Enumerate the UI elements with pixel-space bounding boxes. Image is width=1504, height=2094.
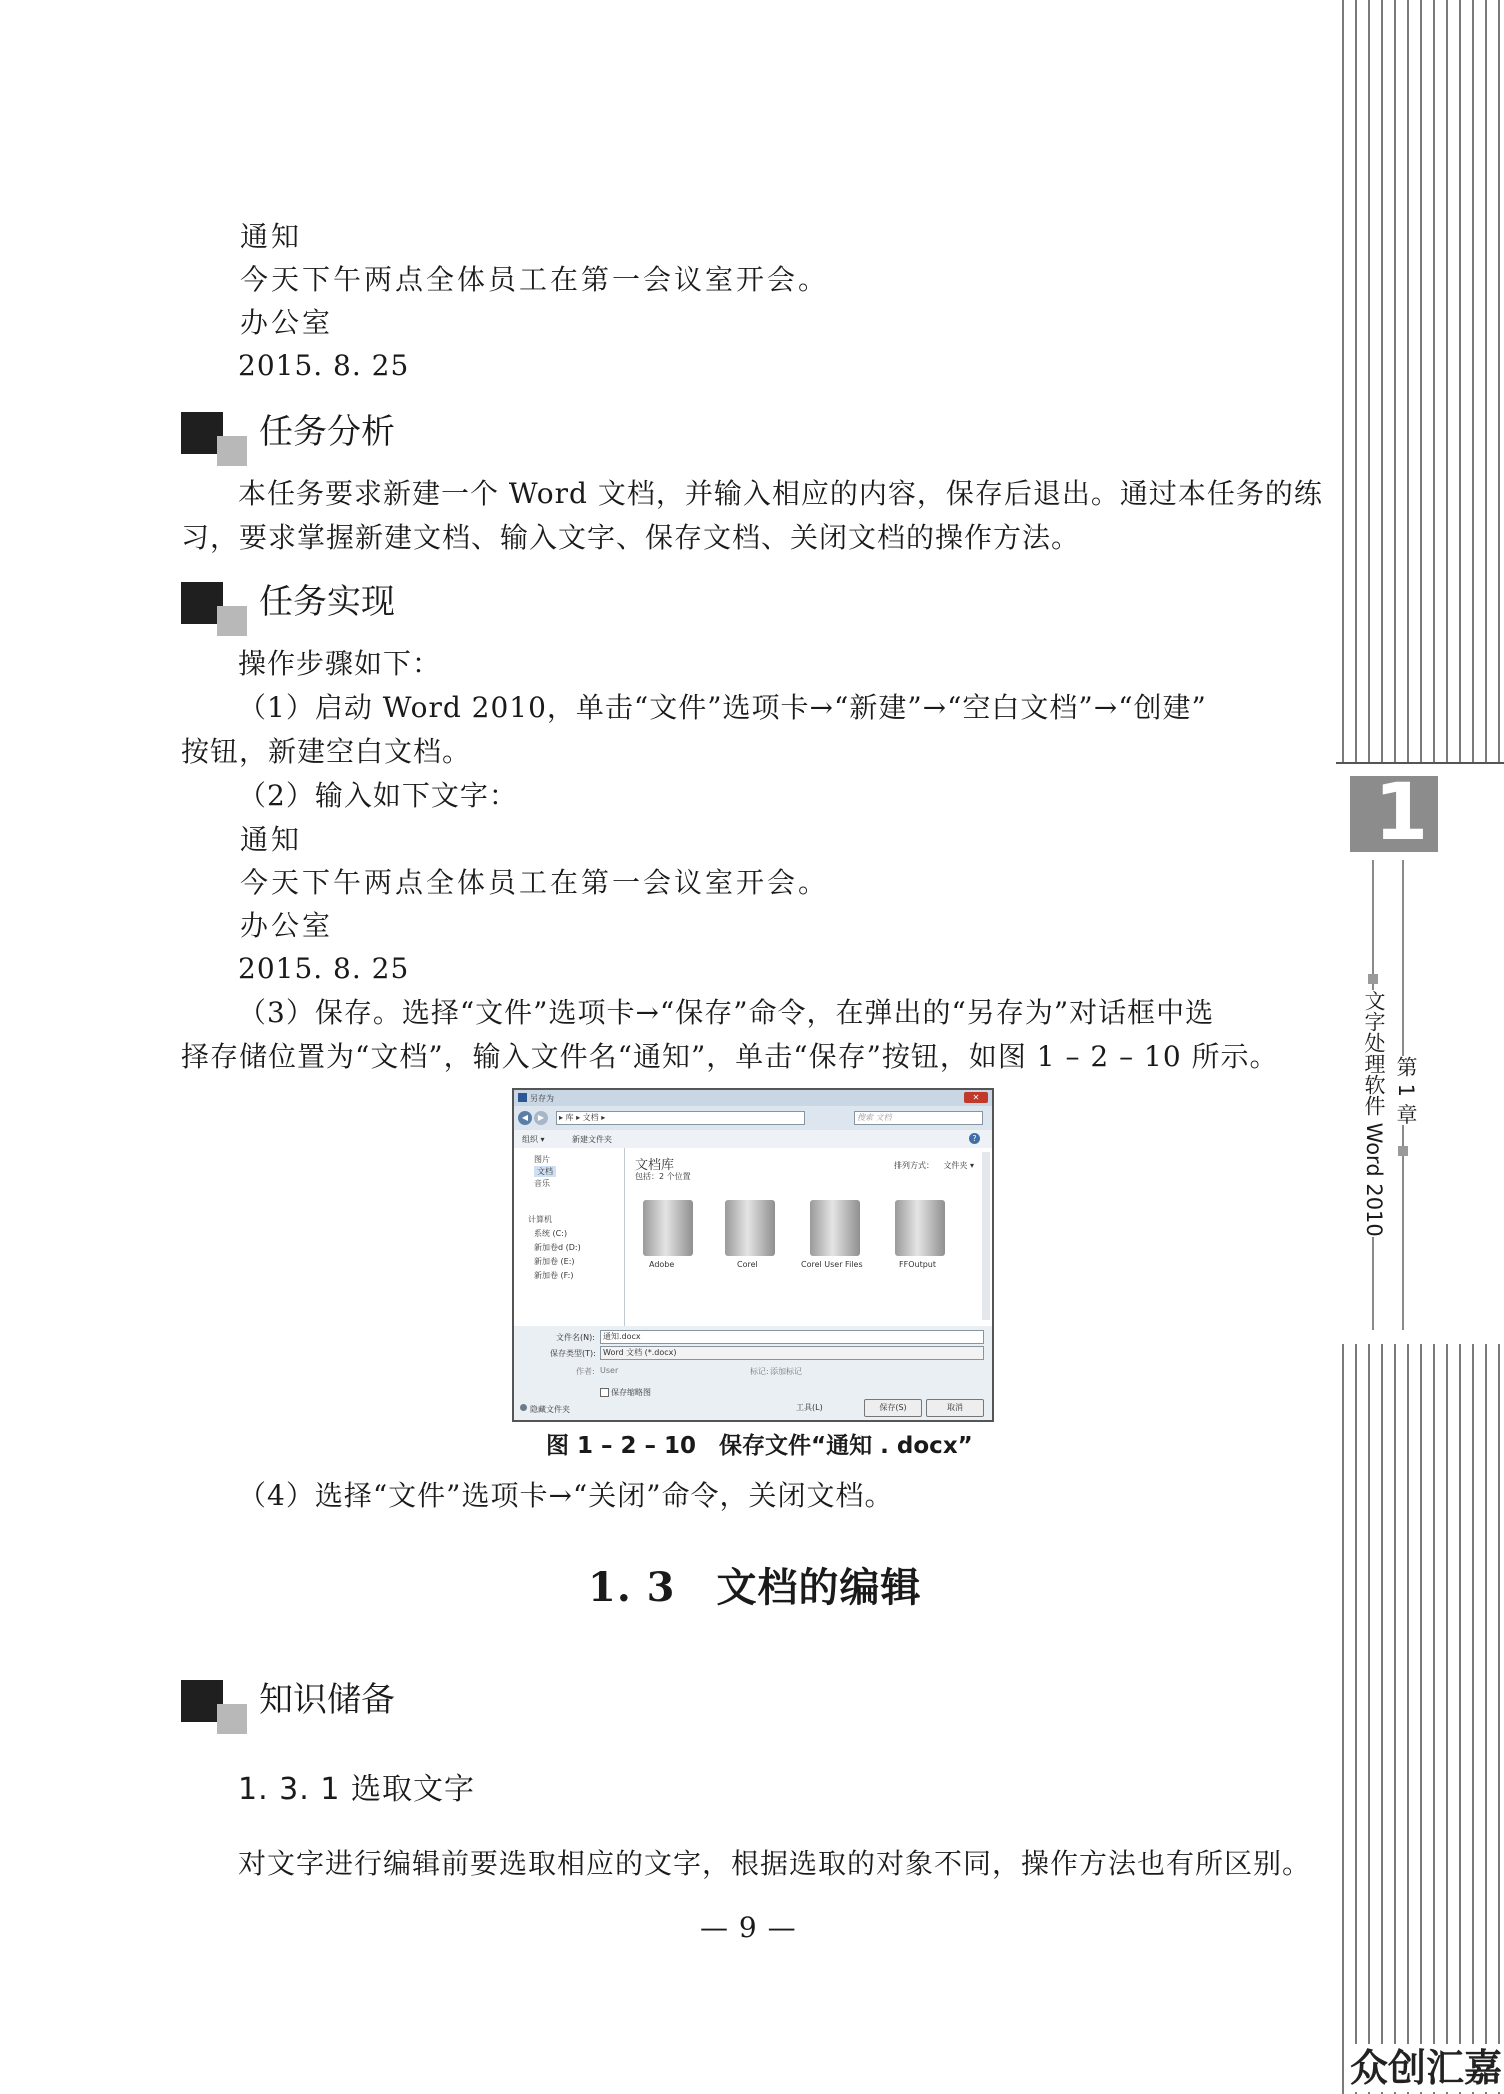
help-icon[interactable]: ? <box>969 1133 980 1144</box>
navigation-pane <box>514 1148 625 1326</box>
close-icon[interactable]: ✕ <box>964 1092 988 1103</box>
save-as-dialog-figure <box>512 1088 994 1422</box>
nav-item-drive-e[interactable]: 新加卷 (E:) <box>534 1257 575 1266</box>
thumbnail-label: 保存缩略图 <box>611 1388 651 1397</box>
step3-line1: （3）保存。选择“文件”选项卡→“保存”命令，在弹出的“另存为”对话框中选 <box>238 996 1215 1029</box>
notice-sender: 办公室 <box>240 306 334 339</box>
hide-folders-link[interactable]: 隐藏文件夹 <box>530 1405 570 1414</box>
dialog-title: 另存为 <box>530 1094 554 1103</box>
filetype-select[interactable]: Word 文档 (*.docx) <box>600 1346 984 1360</box>
file-list-pane <box>625 1148 992 1326</box>
knowledge-paragraph: 对文字进行编辑前要选取相应的文字，根据选取的对象不同，操作方法也有所区别。 <box>238 1847 1312 1880</box>
notice-date: 2015. 8. 25 <box>238 952 410 985</box>
breadcrumb[interactable]: ▸ 库 ▸ 文档 ▸ <box>556 1111 805 1125</box>
filetype-label: 保存类型(T): <box>550 1349 596 1358</box>
filename-input[interactable]: 通知.docx <box>600 1330 984 1344</box>
heading-marker-light <box>217 436 247 466</box>
step3-line2: 择存储位置为“文档”，输入文件名“通知”，单击“保存”按钮，如图 1 – 2 – 10 所示。 <box>181 1040 1279 1073</box>
heading-text: 任务分析 <box>259 412 395 452</box>
page-number: — 9 — <box>700 1911 797 1944</box>
save-button[interactable]: 保存(S) <box>864 1399 922 1417</box>
nav-item-documents[interactable]: 文档 <box>534 1166 556 1177</box>
watermark: 众创汇嘉 <box>1350 2046 1503 2090</box>
chapter-number: 1 <box>1374 768 1429 858</box>
cancel-button[interactable]: 取消 <box>926 1399 984 1417</box>
arrange-by-label: 排列方式： <box>894 1161 934 1170</box>
nav-item-drive-d[interactable]: 新加卷d (D:) <box>534 1243 581 1252</box>
folder-icon[interactable] <box>725 1200 775 1256</box>
sidebar-stripes-bottom <box>1336 1344 1504 2094</box>
dialog-form <box>514 1326 992 1420</box>
nav-item-pictures[interactable]: 图片 <box>534 1155 550 1164</box>
step2: （2）输入如下文字： <box>238 779 518 812</box>
section-heading-analysis <box>181 412 581 472</box>
figure-caption: 图 1 – 2 – 10 保存文件“通知 . docx” <box>546 1433 973 1459</box>
sidebar-stripes-top <box>1336 0 1504 762</box>
back-icon[interactable]: ◀ <box>518 1111 532 1125</box>
nav-item-music[interactable]: 音乐 <box>534 1179 550 1188</box>
heading-text: 任务实现 <box>259 582 395 622</box>
tags-label: 标记: <box>750 1367 769 1376</box>
author-label: 作者: <box>576 1367 595 1376</box>
library-subtitle: 包括：2 个位置 <box>635 1172 691 1181</box>
step1-line1: （1）启动 Word 2010，单击“文件”选项卡→“新建”→“空白文档”→“创建” <box>238 691 1207 724</box>
nav-item-drive-c[interactable]: 系统 (C:) <box>534 1229 568 1238</box>
folder-label[interactable]: Corel User Files <box>801 1260 863 1269</box>
filename-label: 文件名(N): <box>556 1333 595 1342</box>
author-value[interactable]: User <box>600 1366 619 1375</box>
section-heading-knowledge <box>181 1680 581 1740</box>
organize-button[interactable]: 组织 ▾ <box>522 1135 545 1144</box>
thumbnail-checkbox[interactable] <box>600 1388 609 1397</box>
analysis-paragraph-line2: 习，要求掌握新建文档、输入文字、保存文档、关闭文档的操作方法。 <box>181 521 1081 554</box>
notice-title: 通知 <box>240 823 303 856</box>
folder-label[interactable]: FFOutput <box>899 1260 936 1269</box>
notice-body: 今天下午两点全体员工在第一会议室开会。 <box>240 263 830 296</box>
nav-item-drive-f[interactable]: 新加卷 (F:) <box>534 1271 574 1280</box>
tools-button[interactable]: 工具(L) <box>796 1403 823 1412</box>
search-input[interactable]: 搜索 文档 <box>854 1111 983 1125</box>
collapse-icon[interactable] <box>520 1404 527 1411</box>
new-folder-button[interactable]: 新建文件夹 <box>572 1135 612 1144</box>
heading-marker-light <box>217 606 247 636</box>
rule-marker <box>1368 974 1378 984</box>
notice-sender: 办公室 <box>240 909 334 942</box>
section-heading-implementation <box>181 582 581 642</box>
folder-label[interactable]: Adobe <box>649 1260 675 1269</box>
sub-heading: 1. 3. 1 选取文字 <box>238 1772 475 1807</box>
tags-value[interactable]: 添加标记 <box>770 1367 802 1376</box>
word-icon <box>518 1093 527 1102</box>
library-title: 文档库 <box>635 1158 675 1173</box>
folder-icon[interactable] <box>810 1200 860 1256</box>
dialog-titlebar <box>514 1090 992 1106</box>
folder-icon[interactable] <box>643 1200 693 1256</box>
divider <box>522 1402 523 1403</box>
notice-body: 今天下午两点全体员工在第一会议室开会。 <box>240 866 830 899</box>
notice-title: 通知 <box>240 220 303 253</box>
address-bar <box>514 1106 992 1131</box>
steps-intro: 操作步骤如下： <box>238 647 442 680</box>
chapter-label: 第 1 章 <box>1394 1056 1418 1125</box>
notice-date: 2015. 8. 25 <box>238 349 410 382</box>
heading-marker-light <box>217 1704 247 1734</box>
section-title: 1. 3 文档的编辑 <box>588 1564 922 1611</box>
step4: （4）选择“文件”选项卡→“关闭”命令，关闭文档。 <box>238 1479 894 1512</box>
folder-label[interactable]: Corel <box>737 1260 758 1269</box>
analysis-paragraph-line1: 本任务要求新建一个 Word 文档，并输入相应的内容，保存后退出。通过本任务的练 <box>238 477 1323 510</box>
rule-marker <box>1398 1146 1408 1156</box>
arrange-by-select[interactable]: 文件夹 ▾ <box>943 1161 974 1170</box>
forward-icon[interactable]: ▶ <box>534 1111 548 1125</box>
dialog-toolbar <box>514 1130 992 1149</box>
nav-item-computer[interactable]: 计算机 <box>528 1215 552 1224</box>
scrollbar[interactable] <box>982 1152 990 1320</box>
heading-text: 知识储备 <box>259 1680 395 1720</box>
folder-icon[interactable] <box>895 1200 945 1256</box>
step1-line2: 按钮，新建空白文档。 <box>181 735 472 768</box>
chapter-title: 文字处理软件 Word 2010 <box>1362 990 1386 1237</box>
chapter-tab <box>1336 762 1504 1346</box>
